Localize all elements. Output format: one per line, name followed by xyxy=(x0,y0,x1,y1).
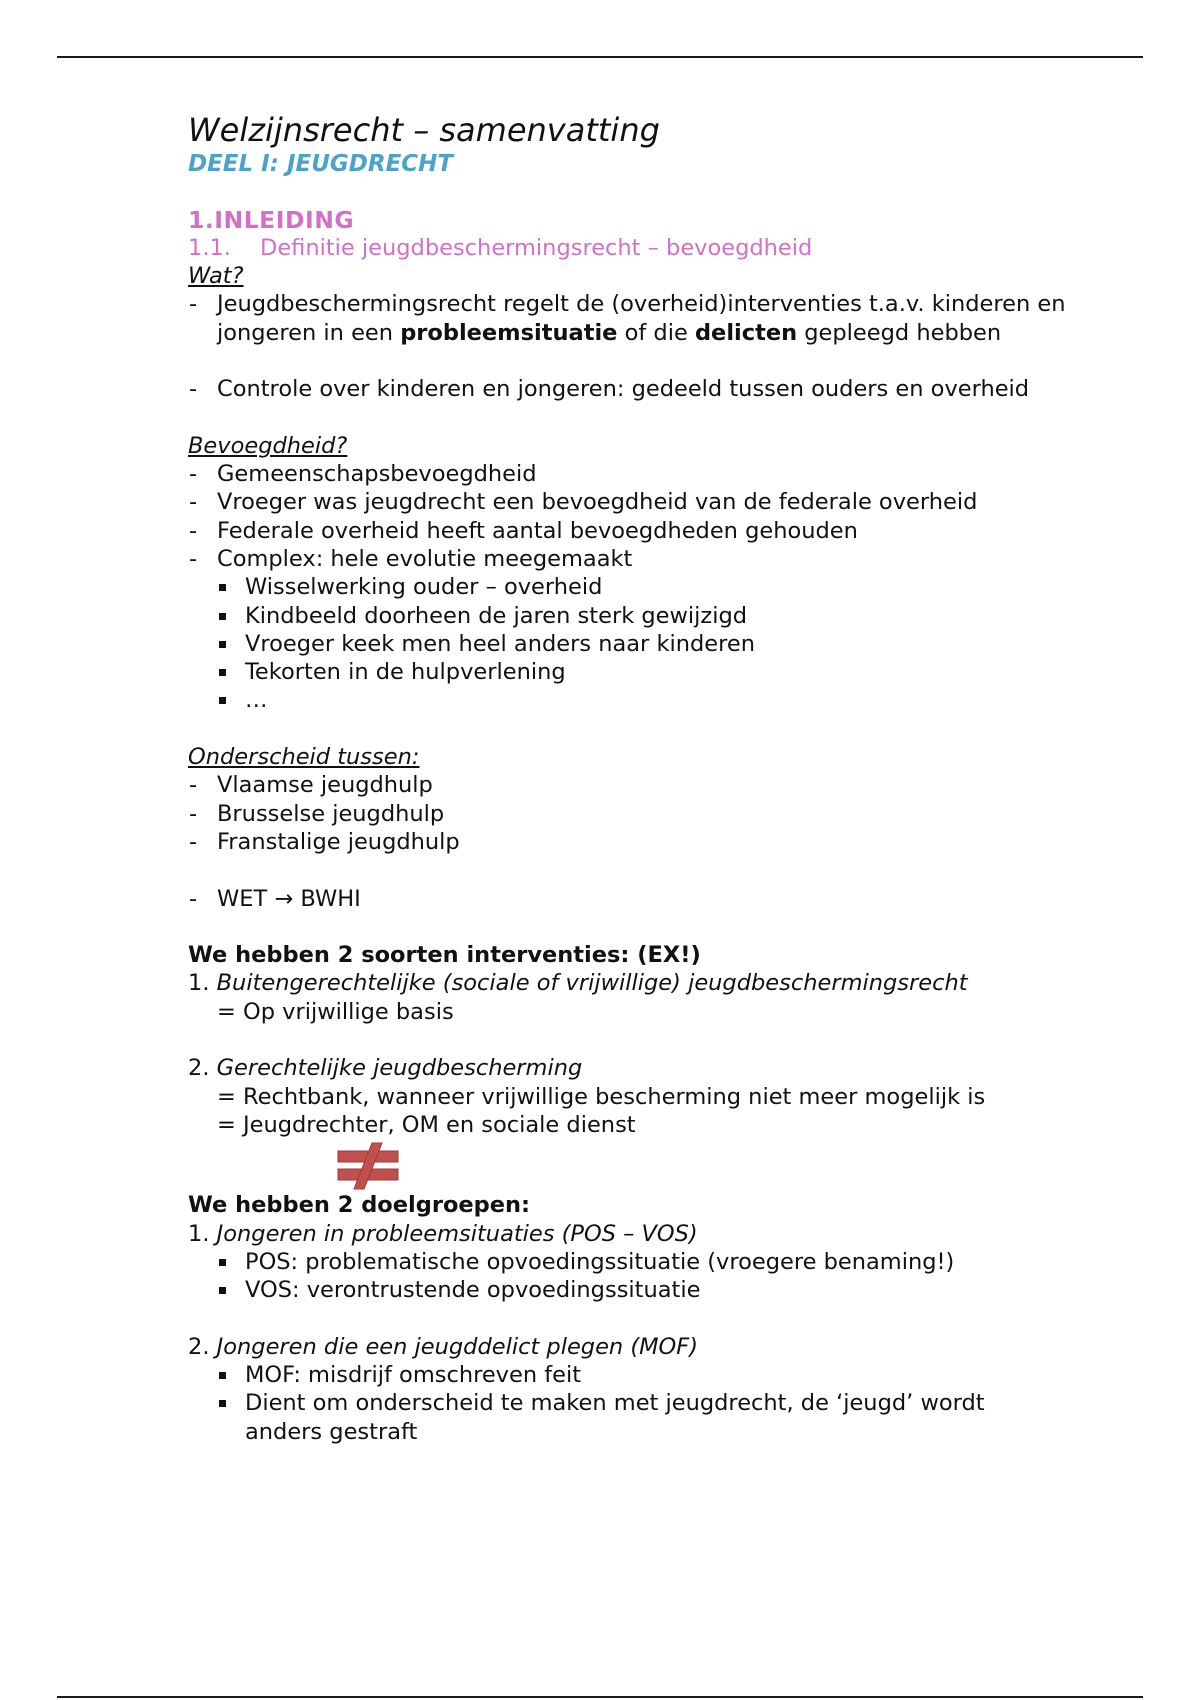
wat-label: Wat? xyxy=(188,263,244,289)
doelgroep-item-2 xyxy=(188,1333,1068,1361)
sub-list-item: Tekorten in de hulpverlening xyxy=(188,658,1068,686)
doelgroep-1-sublist xyxy=(188,1248,1068,1305)
spacer xyxy=(188,715,1068,743)
top-rule xyxy=(57,56,1143,58)
wat-list xyxy=(188,290,1068,347)
list-item: - Controle over kinderen en jongeren: gedeeld tussen ouders en overheid xyxy=(188,375,1068,403)
spacer xyxy=(188,1304,1068,1332)
text: Jeugdbeschermingsrecht regelt de (overheid)interventies t.a.v. kinderen en jongeren in een xyxy=(217,291,1066,346)
sub-list-item: Dient om onderscheid te maken met jeugdrecht, de ‘jeugd’ wordt anders gestraft xyxy=(188,1389,1068,1446)
subsection-title: Definitie jeugdbeschermingsrecht – bevoegdheid xyxy=(260,235,813,261)
list-item: - Vlaamse jeugdhulp xyxy=(188,771,1068,799)
onderscheid-label: Onderscheid tussen: xyxy=(188,744,420,771)
list-item: - Complex: hele evolutie meegemaakt xyxy=(188,545,1068,573)
item-description: = Jeugdrechter, OM en sociale dienst xyxy=(217,1111,636,1138)
section-heading-1 xyxy=(188,206,1068,234)
document-title: Welzijnsrecht – samenvatting xyxy=(188,111,660,149)
spacer xyxy=(188,856,1068,884)
text: of die xyxy=(617,319,695,346)
list-item: - Franstalige jeugdhulp xyxy=(188,828,1068,856)
doelgroep-item-1 xyxy=(188,1220,1068,1248)
item-description: = Rechtbank, wanneer vrijwillige bescherming niet meer mogelijk is xyxy=(217,1083,986,1110)
section-number: 1. xyxy=(188,206,215,234)
item-number: 2. xyxy=(188,1333,210,1360)
list-item: - Vroeger was jeugdrecht een bevoegdheid van de federale overheid xyxy=(188,488,1068,516)
item-title: Buitengerechtelijke (sociale of vrijwillige) jeugdbeschermingsrecht xyxy=(216,970,968,997)
item-title: Jongeren in probleemsituaties (POS – VOS) xyxy=(216,1220,698,1247)
item-number: 1. xyxy=(188,1220,210,1247)
sub-list-item: … xyxy=(188,686,1068,714)
subsection-number: 1.1. xyxy=(188,235,231,261)
sub-list-item: POS: problematische opvoedingssituatie (vroegere benaming!) xyxy=(188,1248,1068,1276)
interventies-heading: We hebben 2 soorten interventies: (EX!) xyxy=(188,942,701,969)
sub-list-item: Wisselwerking ouder – overheid xyxy=(188,573,1068,601)
list-item: - Brusselse jeugdhulp xyxy=(188,800,1068,828)
bold-term: delicten xyxy=(694,319,798,346)
text: WET xyxy=(217,885,275,912)
bottom-rule xyxy=(57,1696,1143,1698)
text: BWHI xyxy=(293,885,361,912)
item-title: Jongeren die een jeugddelict plegen (MOF) xyxy=(216,1333,698,1360)
part-subtitle: DEEL I: JEUGDRECHT xyxy=(188,151,454,177)
wat-list-2 xyxy=(188,375,1068,403)
interventie-item-1 xyxy=(188,969,1068,997)
not-equal-symbol-wrap xyxy=(188,1139,1068,1191)
arrow-right-icon: → xyxy=(274,885,294,912)
not-equal-icon xyxy=(336,1141,400,1191)
item-number: 1. xyxy=(188,970,210,997)
wet-list xyxy=(188,885,1068,913)
list-item: - Gemeenschapsbevoegdheid xyxy=(188,460,1068,488)
onderscheid-list xyxy=(188,771,1068,856)
doelgroepen-heading: We hebben 2 doelgroepen: xyxy=(188,1192,531,1219)
document-page xyxy=(188,110,1068,1446)
bevoegdheid-label: Bevoegdheid? xyxy=(188,432,348,459)
list-item xyxy=(188,290,1068,347)
bevoegdheid-list xyxy=(188,460,1068,573)
sub-list-item: MOF: misdrijf omschreven feit xyxy=(188,1361,1068,1389)
section-title: INLEIDING xyxy=(214,206,355,234)
subsection-heading-1-1 xyxy=(188,234,1068,262)
list-item xyxy=(188,885,1068,913)
sub-list-item: VOS: verontrustende opvoedingssituatie xyxy=(188,1276,1068,1304)
spacer xyxy=(188,1026,1068,1054)
item-number: 2. xyxy=(188,1055,210,1082)
bold-term: probleemsituatie xyxy=(400,319,618,346)
doelgroep-2-sublist xyxy=(188,1361,1068,1446)
sub-list-item: Vroeger keek men heel anders naar kinderen xyxy=(188,630,1068,658)
list-item: - Federale overheid heeft aantal bevoegdheden gehouden xyxy=(188,517,1068,545)
text: gepleegd hebben xyxy=(797,319,1002,346)
bevoegdheid-sublist xyxy=(188,573,1068,714)
interventie-item-2 xyxy=(188,1054,1068,1082)
sub-list-item: Kindbeeld doorheen de jaren sterk gewijzigd xyxy=(188,602,1068,630)
spacer xyxy=(188,913,1068,941)
spacer xyxy=(188,403,1068,431)
spacer xyxy=(188,347,1068,375)
item-description: = Op vrijwillige basis xyxy=(217,998,454,1025)
item-title: Gerechtelijke jeugdbescherming xyxy=(216,1055,583,1082)
